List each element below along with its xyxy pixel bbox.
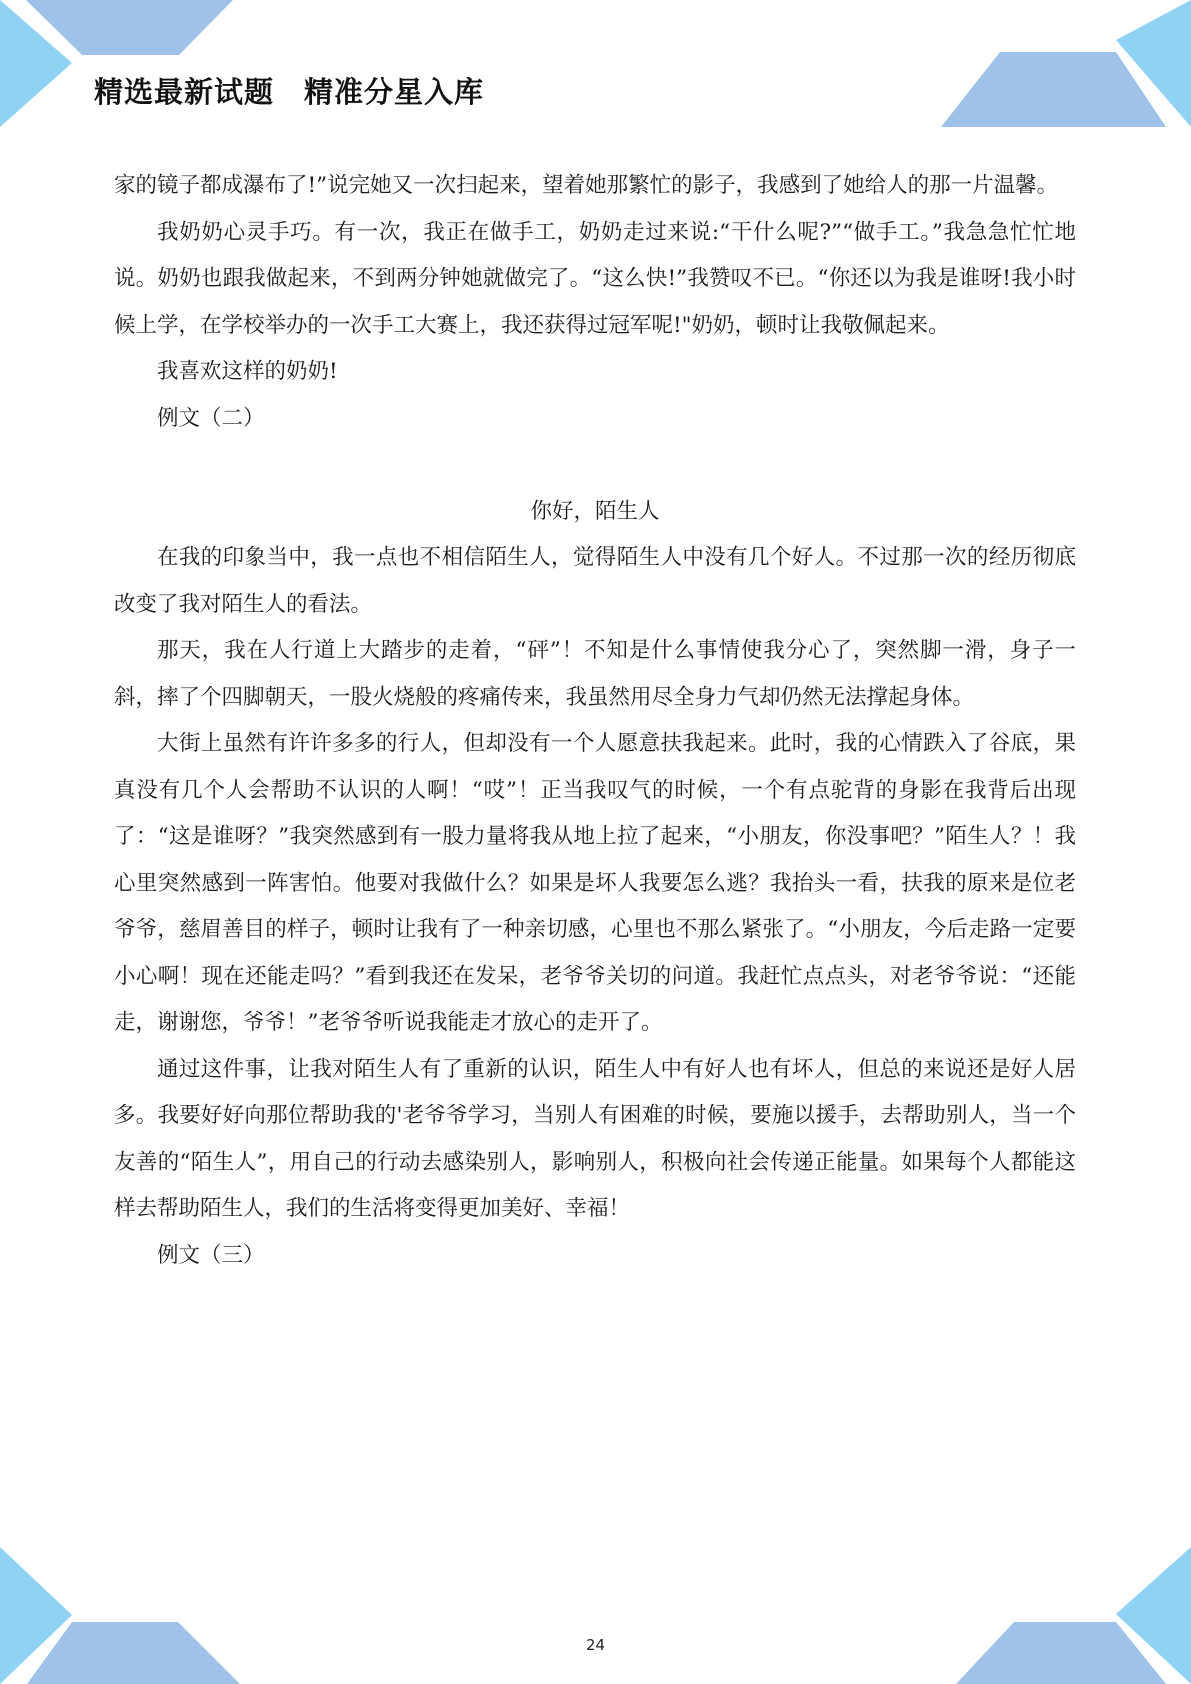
header-title: 精选最新试题 精准分星入库 [94,75,485,109]
page-number: 24 [585,1636,606,1654]
example-heading: 例文（三） [157,1242,265,1268]
paragraph: 通过这件事，让我对陌生人有了重新的认识，陌生人中有好人也有坏人，但总的来说还是好人居多。我要好好向那位帮助我的'老爷爷学习，当别人有困难的时候，要施以援手，去帮助别人，当一个友善的“陌生人”，用自己的行动去感染别人，影响别人，积极向社会传递正能量。如果每个人都能这样去帮助陌生人，我们的生活将变得更加美好、幸福！ [114,1056,1076,1221]
paragraph: 大街上虽然有许许多多的行人，但却没有一个人愿意扶我起来。此时，我的心情跌入了谷底，果真没有几个人会帮助不认识的人啊！“哎”！正当我叹气的时候，一个有点驼背的身影在我背后出现了：“这是谁呀？”我突然感到有一股力量将我从地上拉了起来，“小朋友，你没事吧？”陌生人？！我心里突然感到一阵害怕。他要对我做什么？如果是坏人我要怎么逃？我抬头一看，扶我的原来是位老爷爷，慈眉善目的样子，顿时让我有了一种亲切感，心里也不那么紧张了。“小朋友，今后走路一定要小心啊！现在还能走吗？”看到我还在发呆，老爷爷关切的问道。我赶忙点点头，对老爷爷说：“还能走，谢谢您，爷爷！”老爷爷听说我能走才放心的走开了。 [114,731,1076,1035]
paragraph: 我奶奶心灵手巧。有一次，我正在做手工，奶奶走过来说:“干什么呢?”“做手工。”我急急忙忙地说。奶奶也跟我做起来，不到两分钟她就做完了。“这么快!”我赞叹不已。“你还以为我是谁呀!我小时候上学，在学校举办的一次手工大赛上，我还获得过冠军呢!"奶奶，顿时让我敬佩起来。 [114,219,1076,338]
paragraph: 我喜欢这样的奶奶! [157,359,338,384]
paragraph-continued: 家的镜子都成瀑布了!”说完她又一次扫起来，望着她那繁忙的影子，我感到了她给人的那一片温馨。 [114,173,1059,198]
bottom-right-light-triangle [1116,1547,1191,1684]
blank-line [114,442,1076,489]
essay-title: 你好，陌生人 [530,498,660,524]
example-heading: 例文（二） [157,405,265,431]
top-left-light-triangle [0,0,72,127]
top-right-dark-trapezoid [941,52,1166,127]
paragraph: 那天，我在人行道上大踏步的走着，“砰”！不知是什么事情使我分心了，突然脚一滑，身子一斜，摔了个四脚朝天，一股火烧般的疼痛传来，我虽然用尽全身力气却仍然无法撑起身体。 [114,638,1076,710]
document-body [114,163,1076,1279]
top-left-dark-trapezoid [26,0,233,55]
paragraph: 在我的印象当中，我一点也不相信陌生人，觉得陌生人中没有几个好人。不过那一次的经历彻底改变了我对陌生人的看法。 [114,545,1076,617]
bottom-left-light-triangle [0,1547,72,1684]
top-right-light-triangle [1116,0,1191,127]
